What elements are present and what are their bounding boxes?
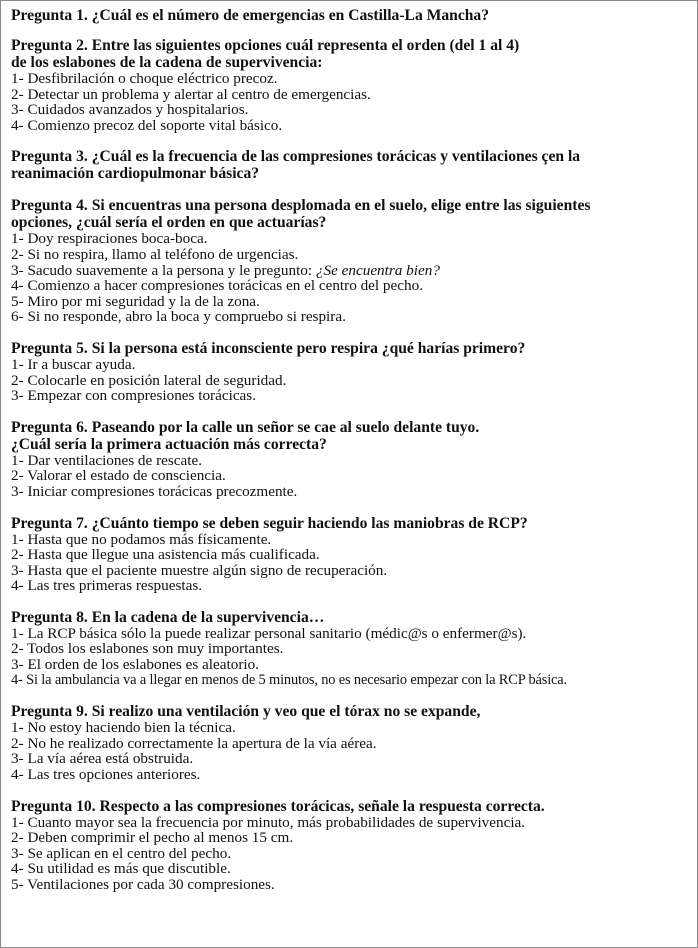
option: 1- Ir a buscar ayuda. <box>11 355 136 373</box>
option: 2- Colocarle en posición lateral de seguridad. <box>11 371 287 389</box>
option: 3- Empezar con compresiones torácicas. <box>11 387 257 405</box>
option: 2- Si no respira, llamo al teléfono de urgencias. <box>11 245 299 263</box>
question-heading: Pregunta 5. Si la persona está inconsciente pero respira ¿qué harías primero? <box>11 339 526 357</box>
option: 2- Todos los eslabones son muy importantes. <box>11 640 284 658</box>
question-4 <box>11 197 689 325</box>
option: 6- Si no responde, abro la boca y compruebo si respira. <box>11 308 346 326</box>
option: 3- El orden de los eslabones es aleatorio. <box>11 656 259 674</box>
question-9 <box>11 703 689 782</box>
question-8 <box>11 609 689 688</box>
option: 2- Valorar el estado de consciencia. <box>11 467 226 485</box>
question-heading: Pregunta 8. En la cadena de la supervivencia… <box>11 608 325 626</box>
option: 3- Hasta que el paciente muestre algún signo de recuperación. <box>11 561 388 579</box>
options-list <box>11 815 689 893</box>
option-text: 3- Sacudo suavemente a la persona y le pregunto: <box>11 261 316 279</box>
question-2 <box>11 37 689 133</box>
options-list <box>11 532 689 594</box>
option: 1- Hasta que no podamos más físicamente. <box>11 530 272 548</box>
option: 3- Iniciar compresiones torácicas precozmente. <box>11 482 298 500</box>
question-heading: Pregunta 3. ¿Cuál es la frecuencia de las compresiones torácicas y ventilaciones çen la reanimación cardiopulmonar básica? <box>11 148 581 183</box>
question-5 <box>11 340 689 404</box>
option: 2- No he realizado correctamente la apertura de la vía aérea. <box>11 734 377 752</box>
question-heading: Pregunta 2. Entre las siguientes opciones cuál representa el orden (del 1 al 4) de los eslabones de la cadena de supervivencia: <box>11 37 520 71</box>
option: 2- Detectar un problema y alertar al centro de emergencias. <box>11 85 371 103</box>
options-list <box>11 71 689 133</box>
question-10 <box>11 798 689 893</box>
option: 1- No estoy haciendo bien la técnica. <box>11 719 236 737</box>
option: 5- Ventilaciones por cada 30 compresiones. <box>11 876 275 893</box>
question-heading: Pregunta 7. ¿Cuánto tiempo se deben seguir haciendo las maniobras de RCP? <box>11 514 528 532</box>
option: 4- Las tres primeras respuestas. <box>11 577 203 595</box>
options-list <box>11 231 689 325</box>
option: 4- Comienzo precoz del soporte vital básico. <box>11 116 283 134</box>
option: 5- Miro por mi seguridad y la de la zona. <box>11 292 260 310</box>
option: 4- Su utilidad es más que discutible. <box>11 860 231 878</box>
options-list <box>11 357 689 404</box>
options-list <box>11 453 689 500</box>
question-heading: Pregunta 4. Si encuentras una persona desplomada en el suelo, elige entre las siguientes opciones, ¿cuál sería el orden en que actuarías? <box>11 197 591 232</box>
question-heading: Pregunta 9. Si realizo una ventilación y veo que el tórax no se expande, <box>11 703 481 721</box>
option: 2- Hasta que llegue una asistencia más cualificada. <box>11 546 320 564</box>
option-italic-quote: ¿Se encuentra bien? <box>315 261 440 279</box>
question-1 <box>11 7 689 24</box>
option <box>11 263 689 279</box>
options-list <box>11 626 689 688</box>
question-heading: Pregunta 6. Paseando por la calle un señor se cae al suelo delante tuyo. ¿Cuál sería la primera actuación más correcta? <box>11 418 480 453</box>
question-heading: Pregunta 1. ¿Cuál es el número de emergencias en Castilla-La Mancha? <box>11 7 490 24</box>
question-3 <box>11 148 689 182</box>
question-heading: Pregunta 10. Respecto a las compresiones torácicas, señale la respuesta correcta. <box>11 797 545 815</box>
option: 1- La RCP básica sólo la puede realizar personal sanitario (médic@s o enfermer@s). <box>11 624 527 642</box>
option: 4- Las tres opciones anteriores. <box>11 766 201 784</box>
question-7 <box>11 515 689 594</box>
option: 1- Cuanto mayor sea la frecuencia por minuto, más probabilidades de supervivencia. <box>11 813 526 831</box>
option: 3- Cuidados avanzados y hospitalarios. <box>11 101 249 119</box>
options-list <box>11 720 689 782</box>
option: 1- Doy respiraciones boca-boca. <box>11 230 208 248</box>
option: 4- Comienzo a hacer compresiones torácicas en el centro del pecho. <box>11 277 423 295</box>
option: 1- Desfibrilación o choque eléctrico precoz. <box>11 70 278 87</box>
option: 3- Se aplican en el centro del pecho. <box>11 844 232 862</box>
option: 3- La vía aérea está obstruida. <box>11 750 194 768</box>
option: 4- Si la ambulancia va a llegar en menos de 5 minutos, no es necesario empezar con la RCP básica. <box>11 671 567 688</box>
option: 2- Deben comprimir el pecho al menos 15 cm. <box>11 829 294 847</box>
question-6 <box>11 419 689 500</box>
option: 1- Dar ventilaciones de rescate. <box>11 451 203 469</box>
